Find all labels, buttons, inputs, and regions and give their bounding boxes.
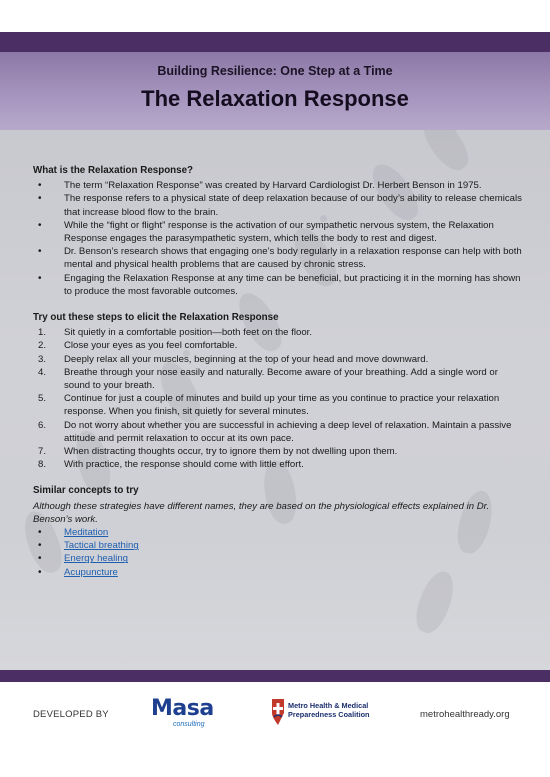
bullet-item: • Dr. Benson’s research shows that engaging one’s body regularly in a relaxation response can help with both mental and physical health problems that are caused by chronic stress. [33,245,523,271]
step-number: 7. [38,446,47,458]
main-content [33,164,523,579]
step-text: Sit quietly in a comfortable position—both feet on the floor. [64,327,312,339]
step-number: 6. [38,419,47,431]
step-item [33,326,523,339]
link-item [33,526,523,539]
section-heading-what-is: What is the Relaxation Response? [33,165,194,176]
link-item [33,539,523,552]
step-text: Breathe through your nose easily and naturally. Become aware of your breathing. Add a single word or sound to your breath. [64,366,498,392]
bullet-item: • Engaging the Relaxation Response at any time can be beneficial, but practicing it in the morning has shown to produce the most favorable outcomes. [33,272,523,298]
step-item [33,419,523,445]
page-subtitle: Building Resilience: One Step at a Time [157,64,393,78]
link-item [33,552,523,565]
masa-consulting-logo [151,696,221,736]
coalition-name [288,701,370,719]
masa-logo-sub: consulting [173,721,205,728]
page-title: The Relaxation Response [141,86,409,111]
page-footer [0,682,550,777]
similar-intro-text: Although these strategies have different names, they are based on the physiological effects explained in Dr. Benson’s work. [33,500,490,525]
bottom-color-band [0,670,550,682]
step-number: 3. [38,353,47,365]
step-text: Do not worry about whether you are successful in achieving a deep level of relaxation. Maintain a passive attitude and permit relaxation to occur at its own pace. [64,419,512,444]
steps-list [33,326,523,471]
document-body [0,130,550,670]
section-heading-similar: Similar concepts to try [33,485,139,497]
step-number: 5. [38,393,47,405]
step-item [33,339,523,352]
step-text: Close your eyes as you feel comfortable. [64,340,238,352]
acupuncture-link[interactable]: Acupuncture [64,566,118,578]
page-header [0,52,550,130]
section-heading-steps: Try out these steps to elicit the Relaxation Response [33,312,279,324]
coalition-emblem-icon [270,697,286,727]
similar-links-list [33,526,523,579]
step-number: 4. [38,366,47,378]
what-is-bullet-list [33,179,523,298]
link-item [33,566,523,579]
step-number: 8. [38,459,47,471]
bullet-item: • The term “Relaxation Response” was created by Harvard Cardiologist Dr. Herbert Benson in 1975. [33,179,523,192]
metro-health-coalition-logo [270,695,370,731]
masa-logo-word: Masa [151,696,214,721]
step-number: 2. [38,340,47,352]
tactical-breathing-link[interactable]: Tactical breathing [64,540,139,552]
step-item [33,392,523,418]
website-url[interactable]: metrohealthready.org [420,709,510,720]
step-text: Continue for just a couple of minutes and build up your time as you continue to practice your relaxation response. When you finish, sit quietly for several minutes. [64,393,500,418]
step-item [33,458,523,471]
step-text: Deeply relax all your muscles, beginning at the top of your head and move downward. [64,353,429,365]
coalition-name-line2: Preparedness Coalition [288,710,370,719]
step-item [33,445,523,458]
meditation-link[interactable]: Meditation [64,527,109,539]
step-text: With practice, the response should come with little effort. [64,459,304,471]
step-item [33,366,523,392]
energy-healing-link[interactable]: Energy healing [64,553,129,565]
coalition-name-line1: Metro Health & Medical [288,701,369,710]
step-item [33,353,523,366]
top-color-band [0,32,550,52]
step-text: When distracting thoughts occur, try to ignore them by not dwelling upon them. [64,446,398,458]
step-number: 1. [38,327,47,339]
bullet-item: • The response refers to a physical state of deep relaxation because of our body’s ability to release chemicals that increase blood flow to the brain. [33,192,523,218]
bullet-item: • While the “fight or flight” response is the activation of our sympathetic nervous system, the Relaxation Response engages the parasympathetic system, which tells the body to rest and digest. [33,219,523,245]
developed-by-label: DEVELOPED BY [33,709,109,720]
